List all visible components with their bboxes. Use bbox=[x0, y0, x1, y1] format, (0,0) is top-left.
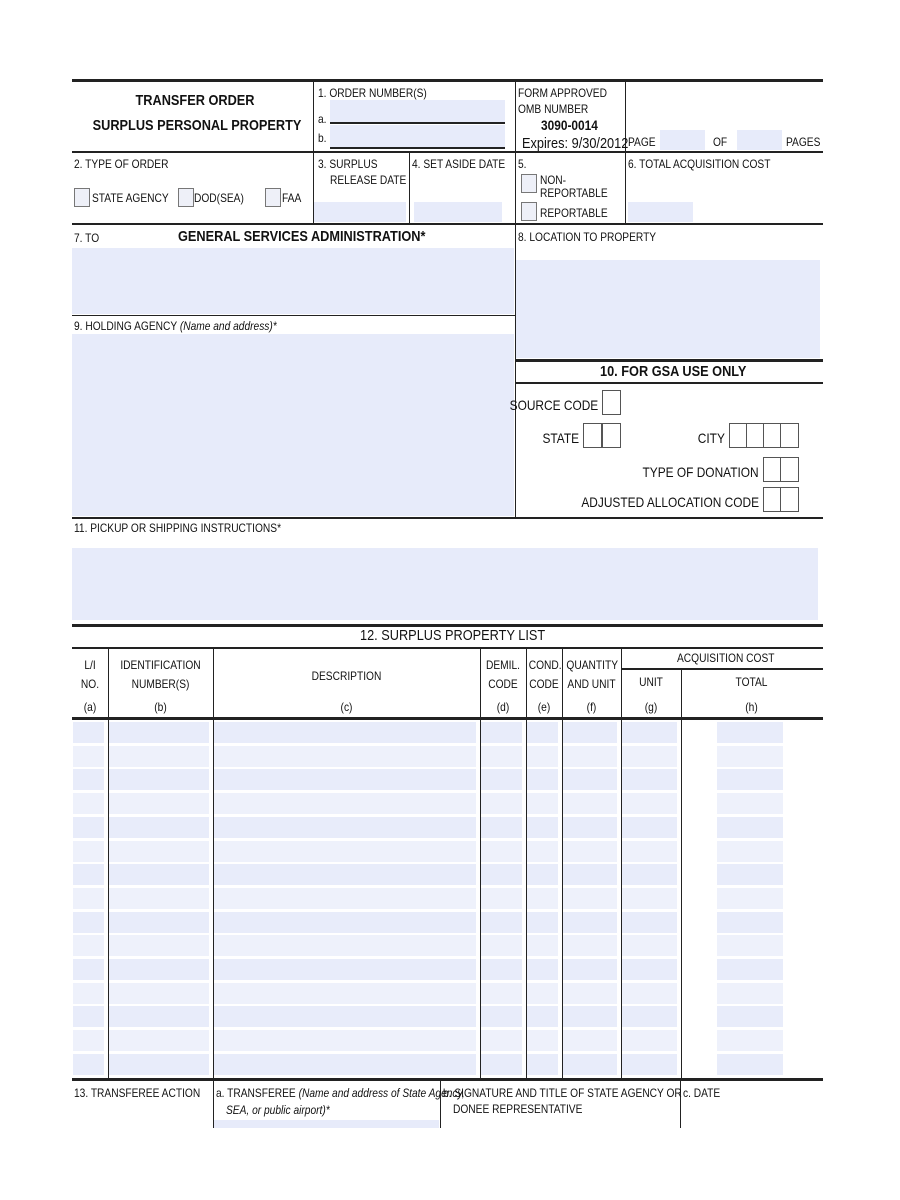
dod-checkbox[interactable] bbox=[178, 188, 194, 207]
table-cell-field[interactable] bbox=[563, 793, 617, 814]
table-cell-field[interactable] bbox=[717, 841, 783, 862]
column-header-k: (g) bbox=[644, 700, 658, 714]
holding-label bbox=[74, 318, 277, 334]
table-cell-field[interactable] bbox=[717, 935, 783, 956]
table-cell-field[interactable] bbox=[717, 959, 783, 980]
table-cell-field[interactable] bbox=[481, 888, 522, 909]
set-aside-label: 4. SET ASIDE DATE bbox=[412, 157, 506, 171]
table-cell-field[interactable] bbox=[527, 1006, 558, 1027]
release-date-label: RELEASE DATE bbox=[330, 173, 407, 187]
table-cell-field[interactable] bbox=[527, 769, 558, 790]
column-header-l2: NUMBER(S) bbox=[131, 677, 190, 691]
table-cell-field[interactable] bbox=[73, 912, 104, 933]
table-cell-field[interactable] bbox=[481, 746, 522, 767]
table-cell-field[interactable] bbox=[481, 1030, 522, 1051]
state-agency-checkbox[interactable] bbox=[74, 188, 90, 207]
table-cell-field[interactable] bbox=[563, 959, 617, 980]
table-cell-field[interactable] bbox=[563, 1006, 617, 1027]
transferee-a: a. TRANSFEREE bbox=[216, 1086, 296, 1100]
table-cell-field[interactable] bbox=[622, 959, 677, 980]
column-header-k: (a) bbox=[83, 700, 97, 714]
table-cell-field[interactable] bbox=[563, 983, 617, 1004]
table-cell-field[interactable] bbox=[73, 1030, 104, 1051]
reportable-label: REPORTABLE bbox=[540, 206, 608, 220]
signature-label: b. SIGNATURE AND TITLE OF STATE AGENCY OR bbox=[443, 1086, 682, 1100]
type-donation-label: TYPE OF DONATION bbox=[642, 464, 759, 480]
table-cell-field[interactable] bbox=[717, 912, 783, 933]
table-cell-field[interactable] bbox=[563, 912, 617, 933]
release-date-field[interactable] bbox=[314, 202, 406, 222]
table-cell-field[interactable] bbox=[527, 935, 558, 956]
table-cell-field[interactable] bbox=[109, 888, 209, 909]
table-cell-field[interactable] bbox=[622, 1030, 677, 1051]
adjusted-label: ADJUSTED ALLOCATION CODE bbox=[581, 494, 759, 510]
table-cell-field[interactable] bbox=[622, 1054, 677, 1075]
table-cell-field[interactable] bbox=[73, 864, 104, 885]
faa-checkbox[interactable] bbox=[265, 188, 281, 207]
table-cell-field[interactable] bbox=[214, 769, 476, 790]
city-label: CITY bbox=[697, 430, 725, 446]
table-cell-field[interactable] bbox=[214, 817, 476, 838]
table-cell-field[interactable] bbox=[527, 817, 558, 838]
pickup-label: 11. PICKUP OR SHIPPING INSTRUCTIONS* bbox=[74, 521, 282, 535]
table-cell-field[interactable] bbox=[214, 983, 476, 1004]
source-code-label: SOURCE CODE bbox=[509, 397, 598, 413]
non-reportable-label: REPORTABLE bbox=[540, 186, 608, 200]
table-cell-field[interactable] bbox=[214, 935, 476, 956]
a-label: a. bbox=[318, 112, 327, 126]
reportable-checkbox[interactable] bbox=[521, 202, 537, 221]
city-box-4[interactable] bbox=[780, 423, 799, 448]
table-cell-field[interactable] bbox=[481, 983, 522, 1004]
table-cell-field[interactable] bbox=[214, 722, 476, 743]
dod-label: DOD(SEA) bbox=[194, 191, 244, 205]
table-cell-field[interactable] bbox=[527, 1054, 558, 1075]
table-cell-field[interactable] bbox=[214, 841, 476, 862]
state-box-1[interactable] bbox=[583, 423, 602, 448]
table-cell-field[interactable] bbox=[214, 912, 476, 933]
state-agency-label: STATE AGENCY bbox=[92, 191, 169, 205]
table-cell-field[interactable] bbox=[622, 746, 677, 767]
table-cell-field[interactable] bbox=[717, 722, 783, 743]
table-cell-field[interactable] bbox=[73, 746, 104, 767]
table-cell-field[interactable] bbox=[481, 935, 522, 956]
omb-label: OMB NUMBER bbox=[518, 102, 589, 116]
faa-label: FAA bbox=[282, 191, 302, 205]
table-cell-field[interactable] bbox=[481, 722, 522, 743]
table-cell-field[interactable] bbox=[563, 1030, 617, 1051]
signature-label-2: DONEE REPRESENTATIVE bbox=[453, 1102, 583, 1116]
holding-field[interactable] bbox=[72, 334, 514, 516]
to-label: 7. TO bbox=[74, 231, 100, 245]
acq-cost-header: ACQUISITION COST bbox=[677, 651, 775, 665]
table-cell-field[interactable] bbox=[563, 1054, 617, 1075]
table-cell-field[interactable] bbox=[109, 841, 209, 862]
column-header-k: (b) bbox=[154, 700, 167, 714]
table-cell-field[interactable] bbox=[622, 935, 677, 956]
column-header-k: (c) bbox=[340, 700, 353, 714]
table-cell-field[interactable] bbox=[214, 1054, 476, 1075]
total-cost-field[interactable] bbox=[628, 202, 693, 222]
transferee-action-label: 13. TRANSFEREE ACTION bbox=[74, 1086, 201, 1100]
table-cell-field[interactable] bbox=[481, 817, 522, 838]
column-header-k: (f) bbox=[586, 700, 597, 714]
page-label: PAGE bbox=[628, 135, 656, 149]
table-cell-field[interactable] bbox=[214, 793, 476, 814]
column-header-l2: CODE bbox=[529, 677, 559, 691]
column-header-l1: QUANTITY bbox=[566, 658, 618, 672]
table-cell-field[interactable] bbox=[527, 912, 558, 933]
column-header-l1: UNIT bbox=[639, 675, 663, 689]
table-cell-field[interactable] bbox=[73, 959, 104, 980]
table-cell-field[interactable] bbox=[622, 983, 677, 1004]
order-numbers-label: 1. ORDER NUMBER(S) bbox=[318, 86, 427, 100]
table-cell-field[interactable] bbox=[622, 793, 677, 814]
item5-label: 5. bbox=[518, 157, 527, 171]
table-cell-field[interactable] bbox=[109, 912, 209, 933]
gsa-title: 10. FOR GSA USE ONLY bbox=[600, 363, 747, 380]
table-cell-field[interactable] bbox=[717, 1054, 783, 1075]
table-cell-field[interactable] bbox=[527, 841, 558, 862]
of-label: OF bbox=[713, 135, 728, 149]
total-cost-label: 6. TOTAL ACQUISITION COST bbox=[628, 157, 771, 171]
transferee-field[interactable] bbox=[214, 1120, 439, 1128]
holding-label-note: (Name and address)* bbox=[179, 319, 277, 333]
table-cell-field[interactable] bbox=[109, 983, 209, 1004]
table-cell-field[interactable] bbox=[563, 935, 617, 956]
type-donation-box-2[interactable] bbox=[780, 457, 799, 482]
state-box-2[interactable] bbox=[602, 423, 621, 448]
table-cell-field[interactable] bbox=[109, 935, 209, 956]
location-field[interactable] bbox=[516, 260, 820, 358]
table-cell-field[interactable] bbox=[622, 817, 677, 838]
table-cell-field[interactable] bbox=[527, 1030, 558, 1051]
form-approved: FORM APPROVED bbox=[518, 86, 607, 100]
transferee-a-note2: SEA, or public airport)* bbox=[226, 1103, 330, 1117]
table-cell-field[interactable] bbox=[527, 864, 558, 885]
column-header-l2: NO. bbox=[80, 677, 100, 691]
table-cell-field[interactable] bbox=[622, 888, 677, 909]
table-cell-field[interactable] bbox=[563, 841, 617, 862]
table-cell-field[interactable] bbox=[214, 1030, 476, 1051]
column-header-l1: COND. bbox=[528, 658, 562, 672]
form-title: TRANSFER ORDER bbox=[135, 92, 255, 109]
table-cell-field[interactable] bbox=[527, 888, 558, 909]
table-cell-field[interactable] bbox=[109, 1006, 209, 1027]
table-cell-field[interactable] bbox=[73, 793, 104, 814]
table-cell-field[interactable] bbox=[717, 746, 783, 767]
order-number-b-field[interactable] bbox=[330, 125, 505, 147]
table-cell-field[interactable] bbox=[109, 817, 209, 838]
table-cell-field[interactable] bbox=[527, 746, 558, 767]
column-divider bbox=[681, 668, 682, 1078]
column-header-k: (h) bbox=[745, 700, 758, 714]
table-cell-field[interactable] bbox=[109, 1054, 209, 1075]
state-label: STATE bbox=[542, 430, 579, 446]
column-header-k: (e) bbox=[537, 700, 551, 714]
omb-number: 3090-0014 bbox=[541, 117, 598, 133]
table-cell-field[interactable] bbox=[214, 1006, 476, 1027]
table-cell-field[interactable] bbox=[527, 959, 558, 980]
table-cell-field[interactable] bbox=[73, 1054, 104, 1075]
transferee-label bbox=[216, 1085, 465, 1101]
table-cell-field[interactable] bbox=[717, 1030, 783, 1051]
column-header-l1: DESCRIPTION bbox=[311, 669, 382, 683]
table-cell-field[interactable] bbox=[563, 746, 617, 767]
expires: Expires: 9/30/2012 bbox=[522, 135, 629, 152]
table-cell-field[interactable] bbox=[622, 722, 677, 743]
table-cell-field[interactable] bbox=[717, 769, 783, 790]
pages-field[interactable] bbox=[737, 130, 782, 150]
table-cell-field[interactable] bbox=[563, 817, 617, 838]
holding-label-text: 9. HOLDING AGENCY bbox=[74, 319, 177, 333]
table-cell-field[interactable] bbox=[717, 817, 783, 838]
b-label: b. bbox=[318, 131, 327, 145]
table-cell-field[interactable] bbox=[563, 864, 617, 885]
list-title: 12. SURPLUS PROPERTY LIST bbox=[360, 627, 546, 644]
table-cell-field[interactable] bbox=[481, 1006, 522, 1027]
table-cell-field[interactable] bbox=[481, 912, 522, 933]
column-header-l2: CODE bbox=[488, 677, 518, 691]
table-cell-field[interactable] bbox=[109, 793, 209, 814]
date-label: c. DATE bbox=[683, 1086, 721, 1100]
table-cell-field[interactable] bbox=[73, 841, 104, 862]
table-cell-field[interactable] bbox=[214, 888, 476, 909]
column-header-l1: L/I bbox=[84, 658, 96, 672]
transferee-a-note: (Name and address of State Agency, bbox=[298, 1086, 465, 1100]
table-cell-field[interactable] bbox=[214, 746, 476, 767]
table-cell-field[interactable] bbox=[717, 1006, 783, 1027]
type-of-order-label: 2. TYPE OF ORDER bbox=[74, 157, 169, 171]
table-cell-field[interactable] bbox=[481, 769, 522, 790]
column-header-l2: AND UNIT bbox=[567, 677, 616, 691]
table-cell-field[interactable] bbox=[481, 959, 522, 980]
table-cell-field[interactable] bbox=[622, 912, 677, 933]
to-field[interactable] bbox=[72, 248, 514, 314]
table-cell-field[interactable] bbox=[563, 722, 617, 743]
pages-label: PAGES bbox=[786, 135, 821, 149]
table-cell-field[interactable] bbox=[622, 841, 677, 862]
table-cell-field[interactable] bbox=[622, 1006, 677, 1027]
table-cell-field[interactable] bbox=[717, 983, 783, 1004]
non-reportable-checkbox[interactable] bbox=[521, 174, 537, 193]
column-header-l1: TOTAL bbox=[735, 675, 768, 689]
table-cell-field[interactable] bbox=[109, 746, 209, 767]
table-cell-field[interactable] bbox=[109, 1030, 209, 1051]
column-header-l1: IDENTIFICATION bbox=[120, 658, 201, 672]
form-subtitle: SURPLUS PERSONAL PROPERTY bbox=[92, 117, 302, 134]
table-cell-field[interactable] bbox=[622, 769, 677, 790]
table-cell-field[interactable] bbox=[214, 959, 476, 980]
column-header-k: (d) bbox=[496, 700, 510, 714]
to-value: GENERAL SERVICES ADMINISTRATION* bbox=[178, 228, 426, 245]
table-cell-field[interactable] bbox=[109, 959, 209, 980]
table-cell-field[interactable] bbox=[109, 769, 209, 790]
table-cell-field[interactable] bbox=[527, 793, 558, 814]
table-cell-field[interactable] bbox=[73, 983, 104, 1004]
table-cell-field[interactable] bbox=[73, 722, 104, 743]
table-cell-field[interactable] bbox=[109, 864, 209, 885]
order-number-a-field[interactable] bbox=[330, 100, 505, 122]
table-cell-field[interactable] bbox=[73, 817, 104, 838]
pickup-field[interactable] bbox=[72, 548, 818, 620]
table-cell-field[interactable] bbox=[109, 722, 209, 743]
adjusted-box-2[interactable] bbox=[780, 487, 799, 512]
table-cell-field[interactable] bbox=[717, 864, 783, 885]
set-aside-field[interactable] bbox=[414, 202, 502, 222]
location-label: 8. LOCATION TO PROPERTY bbox=[518, 230, 657, 244]
table-cell-field[interactable] bbox=[527, 722, 558, 743]
table-cell-field[interactable] bbox=[73, 1006, 104, 1027]
table-cell-field[interactable] bbox=[481, 793, 522, 814]
table-cell-field[interactable] bbox=[563, 888, 617, 909]
surplus-label: 3. SURPLUS bbox=[318, 157, 378, 171]
table-cell-field[interactable] bbox=[73, 769, 104, 790]
column-header-l1: DEMIL. bbox=[485, 658, 520, 672]
table-cell-field[interactable] bbox=[563, 769, 617, 790]
table-cell-field[interactable] bbox=[717, 793, 783, 814]
page-field[interactable] bbox=[660, 130, 705, 150]
table-cell-field[interactable] bbox=[481, 864, 522, 885]
table-cell-field[interactable] bbox=[214, 864, 476, 885]
table-cell-field[interactable] bbox=[527, 983, 558, 1004]
table-cell-field[interactable] bbox=[481, 841, 522, 862]
source-code-box[interactable] bbox=[602, 390, 621, 415]
table-cell-field[interactable] bbox=[73, 888, 104, 909]
table-cell-field[interactable] bbox=[481, 1054, 522, 1075]
table-cell-field[interactable] bbox=[622, 864, 677, 885]
non-label: NON- bbox=[540, 173, 567, 187]
table-cell-field[interactable] bbox=[73, 935, 104, 956]
table-cell-field[interactable] bbox=[717, 888, 783, 909]
